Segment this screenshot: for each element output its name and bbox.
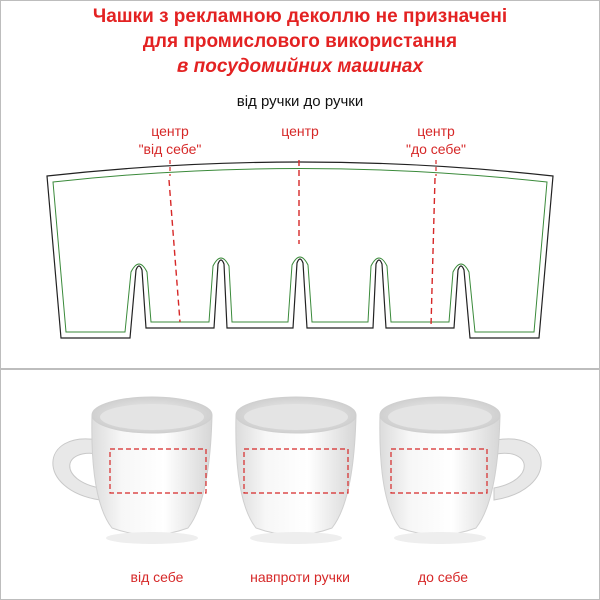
center-label-left-line2: "від себе" — [138, 141, 202, 157]
warning-line-2: для промислового використання — [142, 31, 458, 52]
center-label-right-line2: "до себе" — [405, 141, 467, 157]
mugs-illustration — [0, 370, 600, 565]
mug-left — [53, 397, 212, 544]
center-line-left — [169, 180, 180, 322]
mug-middle — [236, 397, 356, 544]
decal-outline-inner — [53, 169, 547, 333]
template-subtitle: від ручки до ручки — [236, 93, 364, 110]
mug-right — [380, 397, 541, 544]
center-label-left-line1: центр — [151, 123, 189, 139]
warning-line-1: Чашки з рекламною деколлю не призначені — [92, 6, 508, 27]
mug-label-right: до себе — [417, 569, 469, 585]
mug-right-handle — [494, 439, 541, 500]
decal-outline-outer — [47, 162, 553, 338]
warning-line-3: в посудомийних машинах — [176, 56, 424, 77]
mug-label-middle: навпроти ручки — [250, 569, 350, 585]
center-line-right — [431, 178, 435, 326]
center-label-right-line1: центр — [417, 123, 455, 139]
mug-label-left: від себе — [130, 569, 184, 585]
center-label-middle-line1: центр — [281, 123, 319, 139]
